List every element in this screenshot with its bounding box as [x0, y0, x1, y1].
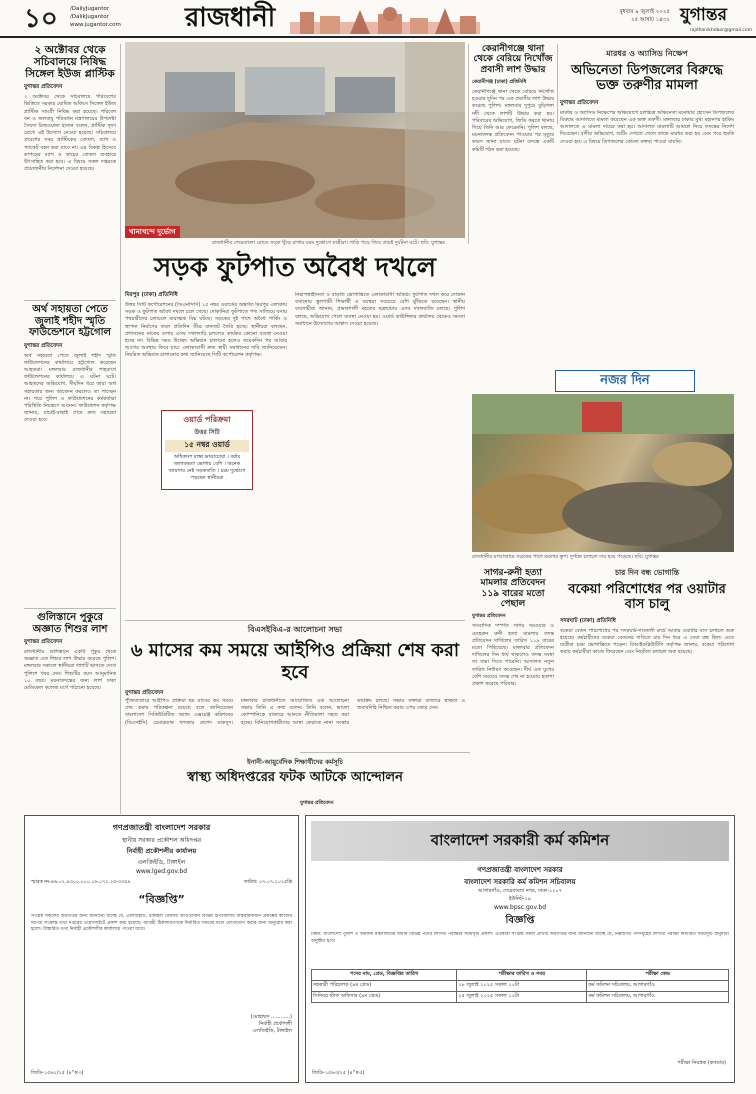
- story-foundation-byline: যুগান্তর প্রতিবেদন: [24, 342, 63, 349]
- table-cell: সিনিয়র স্টাফ অফিসার (৯ম গ্রেড): [312, 992, 457, 1003]
- story-plastic-body: ২ অক্টোবর থেকে সচিবালয়ে পরিবেশের ভিত্তিতে সরকার ঘোষিত অফিসে সিঙ্গেল ইউজ প্লাস্টিক সামগ্রী নিষিদ্ধ করা হয়েছে। পরিবেশ বন ও জলবায়ু পরিবর্তন মন্ত্রণালয়ের উপদেষ্টা সৈয়দা রিজওয়ানা হাসান বলেন, প্লাস্টিক দূষণ রোধে এই উদ্যোগ নেওয়া হয়েছে। সচিবালয়ে প্রবেশের সময় প্লাস্টিকের বোতল, ব্যাগ ও প্যাকেট বহন করা যাবে না। এর বিকল্প হিসেবে কাপড়ের ব্যাগ ও কাচের বোতল ব্যবহারে উৎসাহিত করা হবে। এ বিষয়ে সকল দপ্তরকে প্রয়োজনীয় নির্দেশনা দেওয়া হয়েছে।: [24, 94, 116, 173]
- left-divider-2: [24, 608, 116, 609]
- inani-byline: যুগান্তর প্রতিবেদন: [300, 801, 334, 806]
- main-story-headline: সড়ক ফুটপাত অবৈধ দখলে: [154, 253, 436, 283]
- left-column-story-3: [24, 612, 116, 812]
- ipo-body: পুঁজিবাজারে আইপিও প্রক্রিয়া ছয় মাসের কম সময়ে শেষ করার পরিকল্পনা রয়েছে বলে জানিয়েছেন বাংলাদেশ সিকিউরিটিজ অ্যান্ড এক্সচেঞ্জ কমিশনের (বিএসইসি) চেয়ারম্যান খন্দকার রাশেদ মাকসুদ। মঙ্গলবার রাজধানীতে আয়োজিত এক আলোচনা সভায় তিনি এ কথা বলেন। তিনি বলেন, ভালো কোম্পানিকে বাজারে আনতে নীতিমালা সহজ করা হচ্ছে। বিনিয়োগকারীদের আস্থা ফেরাতে নানা সংস্কার কার্যক্রম চলছে। সভায় বক্তারা বাজারে স্বচ্ছতা ও জবাবদিহি নিশ্চিত করার ওপর জোর দেন।: [125, 698, 465, 726]
- lged-date: তারিখ: ০৭.০৭.২০২৫খ্রি: [243, 880, 292, 885]
- bpsc-body: বিষয়: বাংলাদেশ পুলিশ ও অন্যান্য মন্ত্রণালয়ের অধীন বিভিন্ন পদের লিখিত পরীক্ষার সময়সূচি প্রকাশ। এতদ্বারা সংশ্লিষ্ট সকল প্রার্থীর অবগতির জন্য জানানো যাচ্ছে যে, নিম্নবর্ণিত পদসমূহের লিখিত পরীক্ষা নির্ধারিত সময়সূচি অনুযায়ী অনুষ্ঠিত হবে।: [311, 932, 729, 944]
- inani-kicker: ইনানী-আয়ুর্বেদিক শিক্ষার্থীদের কর্মসূচি: [247, 758, 343, 766]
- table-cell: কর্ম কমিশন সচিবালয়, আগারগাঁও: [587, 992, 729, 1003]
- bpsc-secretariat: বাংলাদেশ সরকারি কর্ম কমিশন সচিবালয়: [464, 878, 576, 886]
- lged-footer: জিডি-১৫৬১/২৫ (৪"×৩): [31, 1070, 84, 1076]
- story-foundation-body: অর্থ সহায়তা পেতে জুলাই শহীদ স্মৃতি ফাউন্ডেশনের কার্যালয়ে হট্টগোল করেছেন আহতরা। মঙ্গলবার রাজধানীর শাহবাগে ফাউন্ডেশনের কার্যালয়ে এ ঘটনা ঘটে। আহতদের অভিযোগ, দীর্ঘদিন ধরে তারা অর্থ সহায়তার জন্য আবেদন করলেও তা পাচ্ছেন না। পরে পুলিশ ও ফাউন্ডেশনের কর্মকর্তারা পরিস্থিতি নিয়ন্ত্রণে আনেন। ফাউন্ডেশন কর্তৃপক্ষ জানায়, যাচাই-বাছাই শেষে দ্রুত সহায়তা দেওয়া হবে।: [24, 352, 116, 424]
- bpsc-signer: পরীক্ষা নিয়ন্ত্রক (ক্যাডার): [677, 1060, 726, 1066]
- ward-box: [161, 410, 253, 490]
- bpsc-gov: গণপ্রজাতন্ত্রী বাংলাদেশ সরকার: [477, 866, 563, 874]
- left-divider-1: [24, 300, 116, 301]
- right-column-rule: [468, 44, 469, 244]
- bpsc-ad: [305, 815, 735, 1083]
- story-dipjol-byline: যুগান্তর প্রতিবেদন: [560, 99, 599, 106]
- table-row: [312, 981, 729, 992]
- table-cell: সহকারী পরিচালক (৯ম গ্রেড): [312, 981, 457, 992]
- date-gregorian: বুধবার ৯ জুলাই ২০২৫: [619, 9, 670, 15]
- nazar-badge: [555, 370, 695, 392]
- bpsc-unit: ইউনিট-১৯: [509, 896, 531, 902]
- table-cell: কর্ম কমিশন সচিবালয়, আগারগাঁও: [587, 981, 729, 992]
- bpsc-footer: জিডি-১৫৬৩/২৫ (৪"×৫): [312, 1070, 365, 1076]
- sagar-runi-byline: যুগান্তর প্রতিবেদন: [472, 614, 506, 620]
- left-column-story-2: [24, 304, 116, 604]
- water-bus-kicker: চার দিন বন্ধ ভোগান্তি: [614, 568, 680, 577]
- inani-headline: স্বাস্থ্য অধিদপ্তরের ফটক আটকে আন্দোলন: [187, 770, 403, 785]
- table-row: [312, 992, 729, 1003]
- photo-tag: খানাখন্দে দুর্ভোগ: [125, 226, 180, 238]
- right-rule-2: [557, 44, 558, 124]
- city-skyline-icon: [290, 4, 480, 34]
- nazar-photo: [472, 394, 734, 552]
- lged-memo: স্মারক নং-৪৬.০২.৯৩০০.০০০.১৬.০৭২.২৫-৩৩৫৯: [31, 880, 131, 885]
- lged-memo-row: [31, 879, 292, 887]
- story-gulistan-headline: গুলিস্তানে পুকুরে অজ্ঞাত শিশুর লাশ: [32, 612, 108, 635]
- story-gulistan-body: রাজধানীর গুলিস্তানে একটি পুকুর থেকে অজ্ঞাত এক শিশুর লাশ উদ্ধার করেছে পুলিশ। মঙ্গলবার সকালে স্থানীয়রা লাশটি ভাসতে দেখে পুলিশে খবর দেন। শিশুটির বয়স আনুমানিক ১০ বছর। ময়নাতদন্তের জন্য লাশ ঢাকা মেডিকেল কলেজ মর্গে পাঠানো হয়েছে।: [24, 649, 116, 692]
- right-story-2: [560, 44, 734, 362]
- nazar-caption: রাজধানীর মগবাজারে সড়কের পাশে ময়লার স্তূপ। দুর্গন্ধে চলাচল দায় হয়ে পড়েছে। ছবি: যুগান্তর: [472, 554, 659, 560]
- date-bangla: ২৫ আষাঢ় ১৪৩২: [631, 17, 670, 23]
- bpsc-th-venue: পরীক্ষা কেন্দ্র: [587, 970, 729, 981]
- nazar-title: নজর দিন: [600, 373, 650, 388]
- lged-ad: [24, 815, 299, 1083]
- lged-office: নির্বাহী প্রকৌশলীর কার্যালয়: [126, 847, 197, 855]
- ward-box-points: অধিকাংশ রাস্তা ভাঙাচোরা । বর্ষায় জলাবদ্ধতা ভোগায় বেশি । অনেক জায়গায় নেই সড়কবাতি । চরম দুর্ভোগে পড়ছেন স্থানীয়রা: [168, 454, 246, 481]
- inani-rule: [300, 752, 470, 753]
- top-photo-caption: রাজধানীর শেরেবাংলা রোডে সড়ক খুঁড়ে রাখায় চরম দুর্ভোগে যাত্রীরা। গাড়ি পড়ে গিয়ে প্রায়ই দুর্ঘটনা ঘটে। ছবি: যুগান্তর: [212, 240, 445, 246]
- social-links: [70, 5, 170, 29]
- bpsc-website[interactable]: www.bpsc.gov.bd: [493, 904, 547, 911]
- ward-box-subtitle: উত্তর সিটি: [194, 429, 220, 436]
- website-link[interactable]: www.jugantor.com: [70, 22, 121, 28]
- right-story-1: [472, 44, 554, 362]
- road-photo-image: [125, 42, 465, 238]
- bpsc-th-post: পদের নাম, গ্রেড, বিজ্ঞপ্তির তারিখ: [312, 970, 457, 981]
- inani-body-wrap: [300, 800, 465, 810]
- masthead: [0, 0, 756, 38]
- story-keraniganj-body: কেরানীগঞ্জে থানা থেকে বেরিয়ে নিখোঁজ হওয়ার দুদিন পর এক প্রবাসীর লাশ উদ্ধার করেছে পুলিশ। মঙ্গলবার দুপুরে বুড়িগঙ্গা নদী থেকে লাশটি উদ্ধার করা হয়। পরিবারের অভিযোগ, জিডি করতে থানায় গিয়ে তিনি আর ফেরেননি। পুলিশ বলছে, ময়নাতদন্ত প্রতিবেদন পাওয়ার পর মৃত্যুর কারণ জানা যাবে। ঘটনা তদন্তে একটি কমিটি গঠন করা হয়েছে।: [472, 89, 554, 153]
- ipo-kicker: বিএসইবিএ-র আলোচনা সভা: [247, 625, 343, 634]
- main-story-byline: মিরপুর (ঢাকা) প্রতিনিধি: [125, 292, 178, 298]
- main-story: [125, 252, 465, 607]
- bpsc-title: বিজ্ঞপ্তি: [505, 915, 535, 926]
- page-number: ১০: [24, 4, 58, 34]
- lged-title: “বিজ্ঞপ্তি”: [138, 893, 185, 906]
- ward-box-ward: ১৫ নম্বর ওয়ার্ড: [165, 440, 249, 452]
- ward-box-title: ওয়ার্ড পরিক্রমা: [183, 415, 231, 424]
- skyline-illustration: [290, 4, 480, 34]
- story-plastic-headline: ২ অক্টোবর থেকে সচিবালয়ে নিষিদ্ধ সিঙ্গেল ইউজ প্লাস্টিক: [25, 44, 115, 81]
- top-photo: [125, 42, 465, 238]
- section-title: রাজধানী: [185, 3, 276, 33]
- sagar-runi-story: [472, 568, 554, 748]
- table-cell: ২৫ জুলাই ২০২৫ সকাল ১০টা: [457, 992, 587, 1003]
- lged-signature: [31, 1014, 292, 1035]
- bpsc-banner-text: বাংলাদেশ সরকারী কর্ম কমিশন: [430, 830, 610, 849]
- facebook-link[interactable]: /DailyJugantor: [70, 6, 110, 12]
- bpsc-banner: [311, 821, 729, 861]
- ipo-top-rule: [125, 620, 465, 621]
- garbage-photo-image: [472, 394, 734, 552]
- bpsc-table-header: [312, 970, 729, 981]
- bpsc-th-date: পরীক্ষার তারিখ ও সময়: [457, 970, 587, 981]
- story-keraniganj-headline: কেরানীগঞ্জে থানা থেকে বেরিয়ে নিখোঁজ প্রবাসী লাশ উদ্ধার: [473, 44, 553, 75]
- bpsc-address: আগারগাঁও, শেরেবাংলা নগর, ঢাকা-১২০৭: [477, 888, 562, 894]
- lged-gov: গণপ্রজাতন্ত্রী বাংলাদেশ সরকার: [112, 823, 211, 832]
- story-keraniganj-byline: কেরানীগঞ্জ (ঢাকা) প্রতিনিধি: [472, 80, 527, 86]
- lged-dept: স্থানীয় সরকার প্রকৌশল অধিদপ্তর: [121, 837, 202, 844]
- ipo-byline: যুগান্তর প্রতিবেদন: [125, 690, 164, 696]
- twitter-link[interactable]: /DaiikJugantor: [70, 14, 109, 20]
- water-bus-story: [560, 568, 734, 748]
- main-story-col-2: [295, 292, 465, 602]
- main-story-body-2: নিরাপত্তাহীনতা ও বাড়তি ভোগান্তিতে এলাকাবাসী অতিষ্ঠ। ফুটপাত দখল করে দোকান বসানোয় স্কুলগামী শিক্ষার্থী ও বয়স্করা সবচেয়ে বেশি ঝুঁকিতে রয়েছেন। স্থানীয় ব্যবসায়ীরা জানান, প্রভাবশালী মহলের ছত্রছায়ায় এসব দখলবাজি চলছে। পুলিশ বলছে, অভিযোগ পেলে ব্যবস্থা নেওয়া হয়। ওয়ার্ড কাউন্সিলর কার্যালয় থেকেও সমস্যা সমাধানে উদ্যোগের আশ্বাস দেওয়া হয়েছে।: [295, 292, 465, 327]
- story-dipjol-kicker: মারধর ও অ্যাসিড নিক্ষেপ: [606, 49, 688, 58]
- main-story-body: উত্তর সিটি কর্পোরেশনের (ডিএনসিসি) ১৫ নম্বর ওয়ার্ডের অন্তর্গত মিরপুর এলাকায় সড়ক ও ফুটপাত অবৈধ দখলে চলে গেছে। দোকানিরা ফুটপাতে পণ্য সাজিয়ে বসায় পথচারীদের চলাচলে মারাত্মক বিঘ্ন ঘটছে। সড়কের দুই পাশে অবৈধ পার্কিং ও স্থাপনা নির্মাণের ফলে প্রতিদিন তীব্র যানজট তৈরি হচ্ছে। স্থানীয়রা বলছেন, প্রশাসনের নাকের ডগায় এসব দখলদারি চললেও কার্যকর কোনো ব্যবস্থা নেওয়া হচ্ছে না। বিভিন্ন সময় উচ্ছেদ অভিযান চালানো হলেও কয়েকদিন পর আবার আগের অবস্থায় ফিরে যায়। এলাকাবাসী দ্রুত স্থায়ী সমাধানের দাবি জানিয়েছেন। নিয়মিত অভিযান চালানোর কথা জানিয়েছে সিটি কর্পোরেশন কর্তৃপক্ষ।: [125, 302, 287, 359]
- lged-signer-office: এলজিইডি, টাঙ্গাইল: [252, 1028, 292, 1034]
- section-email[interactable]: rajdhanikhobor@gmail.com: [689, 28, 752, 33]
- ipo-headline: ৬ মাসের কম সময়ে আইপিও প্রক্রিয়া শেষ করা হবে: [130, 640, 460, 683]
- newspaper-logo: যুগান্তর: [680, 5, 727, 25]
- story-dipjol-headline: অভিনেতা ডিপজলের বিরুদ্ধে ভক্ত তরুণীর মামলা: [571, 63, 723, 93]
- water-bus-headline: বকেয়া পরিশোধের পর ওয়াটার বাস চালু: [568, 582, 726, 612]
- lged-district: এলজিইডি, টাঙ্গাইল: [137, 859, 186, 866]
- lged-website[interactable]: www.lged.gov.bd: [135, 868, 188, 875]
- lged-signer: (মোহাম্মদ ............): [250, 1014, 292, 1020]
- sagar-runi-headline: সাগর-রুনী হত্যা মামলার প্রতিবেদন ১১৯ বারের মতো পেছাল: [480, 568, 546, 610]
- lged-signer-title: নির্বাহী প্রকৌশলী: [258, 1021, 292, 1027]
- water-bus-byline: সদরঘাট (ঢাকা) প্রতিনিধি: [560, 617, 616, 624]
- lged-body: সংশ্লিষ্ট সকলের অবগতির জন্য জানানো যাচ্ছে যে, এলজিইডি, টাঙ্গাইল জেলার আওতাধীন বিভিন্ন উপজেলায় বাস্তবায়নাধীন প্রকল্পের কাজের দরপত্র সংক্রান্ত তথ্য দপ্তরের ওয়েবসাইটে প্রকাশ করা হয়েছে। আগ্রহী ঠিকাদারগণকে নির্ধারিত সময়ের মধ্যে যোগাযোগ করার জন্য অনুরোধ করা হলো। বিস্তারিত তথ্য নির্বাহী প্রকৌশলীর কার্যালয়ে পাওয়া যাবে।: [31, 914, 292, 933]
- table-cell: ১৮ জুলাই ২০২৫ সকাল ১০টা: [457, 981, 587, 992]
- date-block: [560, 8, 670, 24]
- sagar-runi-body: সাংবাদিক দম্পতি সাগর সরওয়ার ও মেহেরুন রুনী হত্যা মামলার তদন্ত প্রতিবেদন দাখিলের তারিখ ১১৯ বারের মতো পিছিয়েছে। মঙ্গলবার প্রতিবেদন দাখিলের দিন ধার্য থাকলেও তদন্ত সংস্থা তা জমা দিতে পারেনি। আদালত নতুন তারিখ নির্ধারণ করেছেন। দীর্ঘ এক যুগের বেশি সময়েও তদন্ত শেষ না হওয়ায় হতাশা প্রকাশ করেছে পরিবার।: [472, 623, 554, 687]
- story-dipjol-body: মারধর ও অ্যাসিড নিক্ষেপের অভিযোগে চলচ্চিত্র অভিনেতা মনোয়ার হোসেন ডিপজলের বিরুদ্ধে আদালতে মামলা করেছেন এক ভক্ত তরুণী। মঙ্গলবার ঢাকার মুখ্য মহানগর হাকিম আদালতে এ মামলা দায়ের করা হয়। আদালত মামলাটি আমলে নিয়ে তদন্তের নির্দেশ দিয়েছেন। বাদীর অভিযোগ, শুটিং দেখতে গেলে তাকে মারধর করা হয় এবং পরে হুমকি দেওয়া হয়। এ বিষয়ে ডিপজলের কোনো বক্তব্য পাওয়া যায়নি।: [560, 109, 734, 145]
- story-foundation-headline: অর্থ সহায়তা পেতে জুলাই শহীদ স্মৃতি ফাউন্ডেশনে হট্টগোল: [29, 304, 111, 338]
- story-plastic-byline: যুগান্তর প্রতিবেদন: [24, 84, 63, 91]
- story-gulistan-byline: যুগান্তর প্রতিবেদন: [24, 639, 63, 645]
- water-bus-body: বকেয়া বেতন পরিশোধের পর সদরঘাট-গাবতলী রুটে আবার ওয়াটার বাস চলাচল শুরু হয়েছে। কর্মচারীদের বকেয়া বেতনের দাবিতে চার দিন ধরে এ সেবা বন্ধ ছিল। এতে যাত্রীরা চরম ভোগান্তিতে পড়েন। বিআইডব্লিউটিসি কর্তৃপক্ষ জানায়, বকেয়া পরিশোধ করায় কর্মচারীরা কাজে ফিরেছেন এবং নিয়মিত চলাচল শুরু হয়েছে।: [560, 627, 734, 656]
- left-column-rule: [120, 44, 121, 814]
- bpsc-table: [311, 969, 729, 1003]
